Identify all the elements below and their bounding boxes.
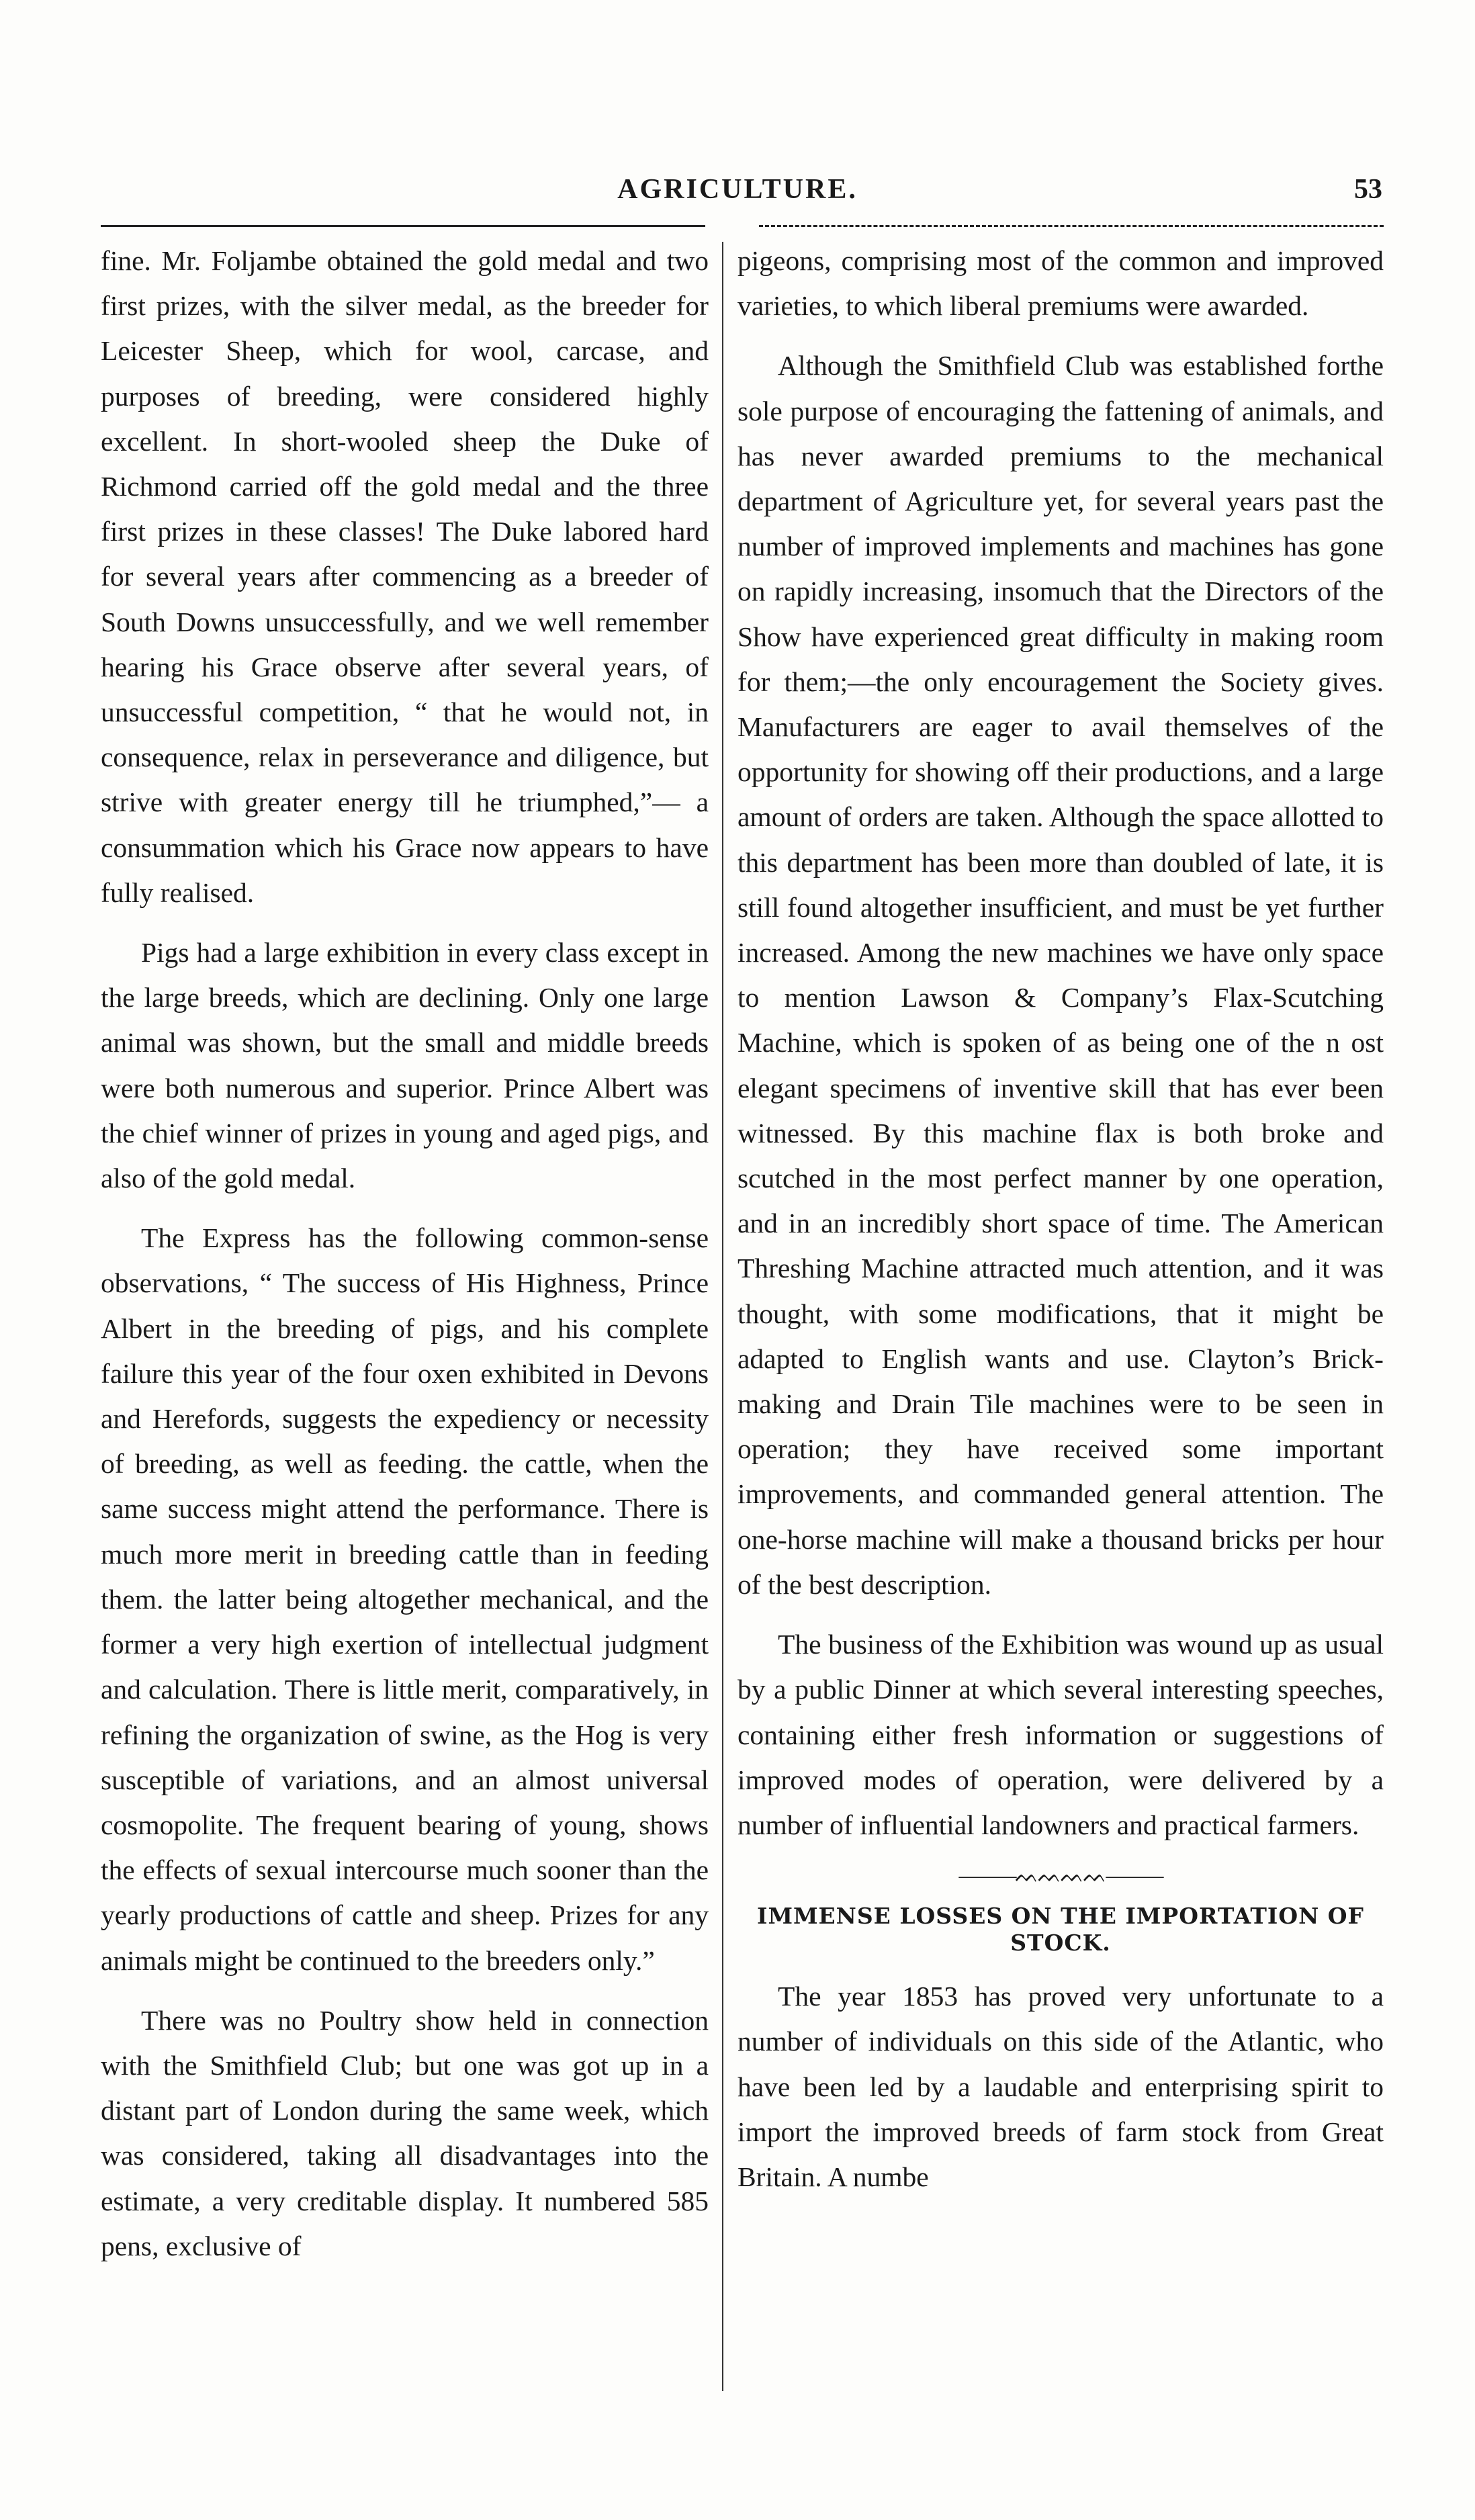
running-title: AGRICULTURE.	[617, 174, 858, 205]
section-ornament: ———ᨓᨓᨓᨓ———	[958, 1864, 1163, 1887]
section-heading: IMMENSE LOSSES ON THE IMPORTATION OF STOCK.	[757, 1903, 1364, 1956]
header-rule-right	[759, 225, 1384, 227]
paragraph: Pigs had a large exhibition in every class except in the large breeds, which are declining. Only one large animal was shown, but the small and middle breeds were both numerous and superior. Prince Albert was the chief winner of prizes in young and aged pigs, and also of the gold medal.	[101, 937, 709, 1194]
paragraph: pigeons, comprising most of the common and improved varieties, to which liberal premiums were awarded.	[738, 245, 1384, 322]
left-column	[101, 238, 709, 2284]
paragraph: The Express has the following common-sense observations, “ The success of His Highness, Prince Albert in the breeding of pigs, and his complete failure this year of the four oxen exhibited in Devons and Herefords, suggests the expediency or necessity of breeding, as well as feeding. the cattle, when the same success might attend the performance. There is much more merit in breeding cattle than in feeding them. the latter being altogether mechanical, and the former a very high exertion of intellectual judgment and calculation. There is little merit, comparatively, in refining the organization of swine, as the Hog is very susceptible of variations, and an almost universal cosmopolite. The frequent bearing of young, shows the effects of sexual intercourse much sooner than the yearly productions of cattle and sheep. Prizes for any animals might be continued to the breeders only.”	[101, 1222, 709, 1976]
paragraph: Although the Smithfield Club was established forthe sole purpose of encouraging the fattening of animals, and has never awarded premiums to the mechanical department of Agriculture yet, for several years past the number of improved implements and machines has gone on rapidly increasing, insomuch that the Directors of the Show have experienced great difficulty in making room for them;—the only encouragement the Society gives. Manufacturers are eager to avail themselves of the opportunity for showing off their productions, and a large amount of orders are taken. Although the space allotted to this department has been more than doubled of late, it is still found altogether insufficient, and must be yet further increased. Among the new machines we have only space to mention Lawson & Company’s Flax-Scutching Machine, which is spoken of as being one of the n ost elegant specimens of inventive skill that has ever been witnessed. By this machine flax is both broke and scutched in the most perfect manner by one operation, and in an incredibly short space of time. The American Threshing Machine attracted much attention, and it was thought, with some modifications, that it might be adapted to English wants and use. Clayton’s Brick-making and Drain Tile machines were to be seen in operation; they have received some important improvements, and commanded general attention. The one-horse machine will make a thousand bricks per hour of the best description.	[738, 350, 1384, 1600]
paragraph: The year 1853 has proved very unfortunate to a number of individuals on this side of the Atlantic, who have been led by a laudable and enterprising spirit to import the improved breeds of farm stock from Great Britain. A numbe	[738, 1981, 1384, 2192]
paragraph: The business of the Exhibition was wound up as usual by a public Dinner at which several interesting speeches, containing either fresh information or suggestions of improved modes of operation, were delivered by a number of influential landowners and practical farmers.	[738, 1629, 1384, 1840]
column-divider	[722, 242, 723, 2391]
paragraph: fine. Mr. Foljambe obtained the gold medal and two first prizes, with the silver medal, as the breeder for Leicester Sheep, which for wool, carcase, and purposes of breeding, were considered highly excellent. In short-wooled sheep the Duke of Richmond carried off the gold medal and the three first prizes in these classes! The Duke labored hard for several years after commencing as a breeder of South Downs unsuccessfully, and we well remember hearing his Grace observe after several years, of unsuccessful competition, “ that he would not, in consequence, relax in perseverance and diligence, but strive with greater energy till he triumphed,”— a consummation which his Grace now appears to have fully realised.	[101, 245, 709, 908]
header-rule-left	[101, 225, 705, 227]
right-column	[738, 238, 1384, 2214]
page-number: 53	[1354, 174, 1382, 205]
paragraph: There was no Poultry show held in connection with the Smithfield Club; but one was got up in a distant part of London during the same week, which was considered, taking all disadvantages into the estimate, a very creditable display. It numbered 585 pens, exclusive of	[101, 2004, 709, 2261]
